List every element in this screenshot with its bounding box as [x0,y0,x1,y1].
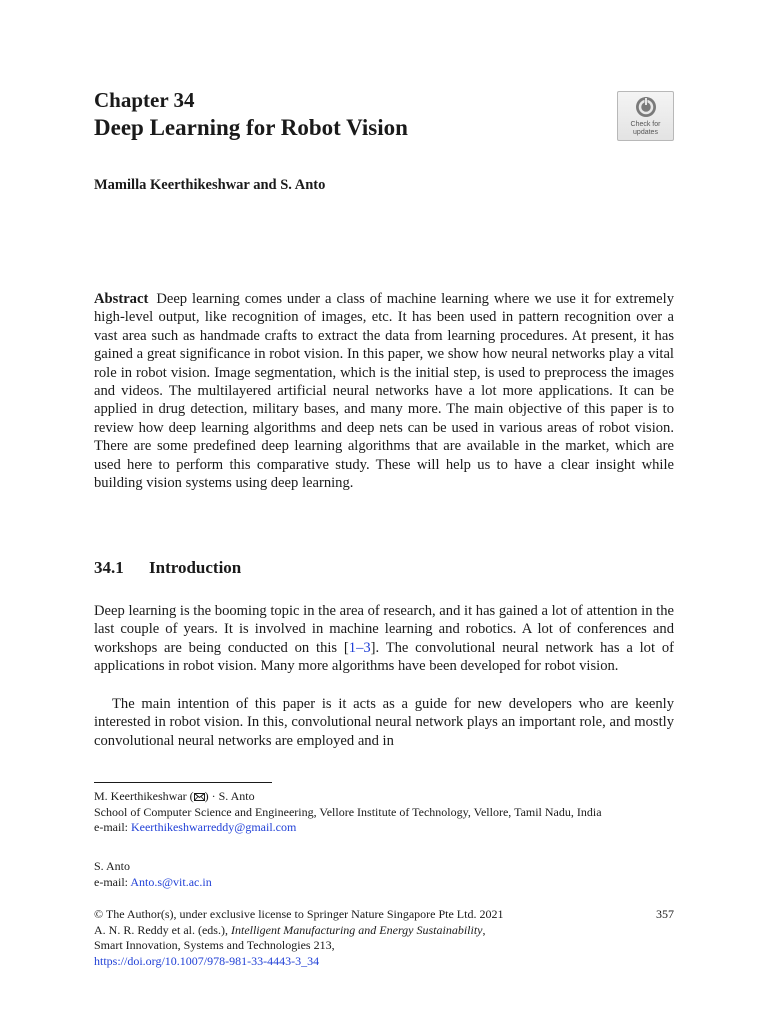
footnote-authors-line [94,789,674,805]
footnote-author2-inline: ) · S. Anto [204,789,255,803]
footnote-email-line-1 [94,820,674,836]
page-number: 357 [656,907,674,921]
chapter-label: Chapter 34 [94,88,195,112]
doi-link[interactable]: https://doi.org/10.1007/978-981-33-4443-3_34 [94,953,320,968]
series-line: Smart Innovation, Systems and Technologies 213, [94,938,335,952]
section-heading [94,558,241,578]
intro-paragraph-1 [94,602,674,676]
section-title: Introduction [149,558,242,577]
footnote-author2-name: S. Anto [94,859,131,873]
editors-text: A. N. R. Reddy et al. (eds.), [94,922,231,937]
check-badge-line1: Check for [630,121,661,128]
email-link-1[interactable]: Keerthikeshwarreddy@gmail.com [130,820,297,834]
section-number: 34.1 [94,558,124,577]
footnote-divider [94,782,272,783]
citation-link[interactable]: 1–3 [348,639,371,656]
editors-comma: , [482,922,486,937]
abstract-text: Deep learning comes under a class of machine learning where we use it for extremely high-level output, like recognition of images, etc. It has been used in pattern recognition over a vast area such as handmade crafts to extract the data from learning procedures. At present, it has gained a great significance in robot vision. In this paper, we show how neural networks play a vital role in robot vision. Image segmentation, which is the initial step, is used to preprocess the images and videos. The multilayered artificial neural networks have a lot more applications. It can be applied in drug detection, military bases, and many more. The main objective of this paper is to review how deep learning algorithms and deep nets can be used in various areas of robot vision. There are some predefined deep learning algorithms that are available in the market, which are used here to perform this comparative study. These will help us to have a clear insight while building vision systems using deep learning. [94,291,674,492]
intro-paragraph-1-text-a: Deep learning is the booming topic in the area of research, and it has gained a lot of attention in the last couple of years. It is involved in machine learning and robotics. A lot of conferences and workshops are being conducted on this [ [94,603,674,656]
copyright-block [94,907,674,969]
abstract [94,290,674,492]
envelope-icon [194,793,205,801]
author-list: Mamilla Keerthikeshwar and S. Anto [94,177,326,193]
footnote-author-info [94,789,674,836]
intro-paragraph-1-text-b: ]. The convolutional neural network has a lot of applications in robot vision. Many more algorithms have been developed for robot vision. [94,639,674,675]
intro-paragraph-2: The main intention of this paper is it acts as a guide for new developers who are keenly interested in robot vision. In this, convolutional neural network plays an important role, and mostly convolutional neural networks are employed and in [94,696,674,749]
footnote-email-line-2 [94,875,674,891]
check-badge-line2: updates [633,129,658,136]
editors-line [94,923,674,939]
check-for-updates-badge[interactable] [617,91,674,141]
copyright-line: © The Author(s), under exclusive license to Springer Nature Singapore Pte Ltd. 2021 [94,907,504,921]
email-label-2: e-mail: [94,874,131,889]
abstract-heading: Abstract [94,291,149,307]
footnote-affiliation: School of Computer Science and Engineering, Vellore Institute of Technology, Vellore, Tamil Nadu, India [94,804,602,819]
chapter-title: Deep Learning for Robot Vision [94,115,408,140]
footnote-second-author [94,859,674,890]
check-for-updates-icon [632,96,660,120]
footnote-author1: M. Keerthikeshwar ( [94,789,194,803]
doi-line [94,954,674,970]
book-title: Intelligent Manufacturing and Energy Sustainability [230,922,483,937]
email-label-1: e-mail: [94,820,131,834]
email-link-2[interactable]: Anto.s@vit.ac.in [130,874,212,889]
